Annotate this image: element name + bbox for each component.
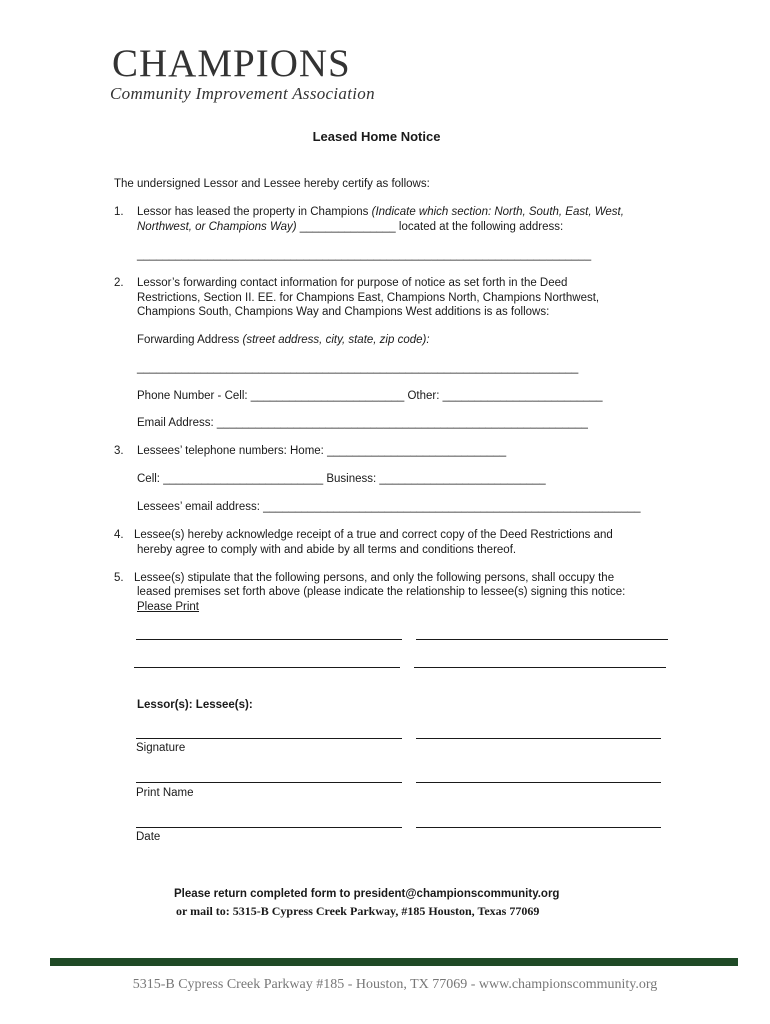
logo-tagline: Community Improvement Association [110,84,375,103]
phone-row [137,389,603,404]
item2-line3: Champions South, Champions Way and Champions West additions is as follows: [137,306,550,318]
lessee-date-line[interactable] [416,827,661,828]
footer-bar [50,958,738,966]
lessee-business-blank[interactable]: __________________________ [379,473,546,485]
intro-text: The undersigned Lessor and Lessee hereby certify as follows: [114,178,430,190]
item5-line1: Lessee(s) stipulate that the following persons, and only the following persons, shall occupy the [134,572,615,584]
footer-address: 5315-B Cypress Creek Parkway #185 - Houston, TX 77069 - www.championscommunity.org [132,977,658,992]
forwarding-hint: (street address, city, state, zip code): [242,334,430,346]
item4-line1: Lessee(s) hereby acknowledge receipt of a true and correct copy of the Deed Restrictions and [134,529,613,541]
item5-line2: leased premises set forth above (please indicate the relationship to lessee(s) signing this notice: [137,586,626,598]
item4-line2: hereby agree to comply with and abide by all terms and conditions thereof. [137,544,517,556]
item1-line2-rest: located at the following address: [398,221,564,233]
item1-section-blank[interactable]: _______________ [299,221,396,233]
signature-heading: Lessor(s): Lessee(s): [137,699,253,711]
lessee-cell-blank[interactable]: _________________________ [163,473,324,485]
item1-text: Lessor has leased the property in Champions [137,206,369,218]
item5-number: 5. [114,572,124,584]
item2-line1: Lessor’s forwarding contact information for purpose of notice as set forth in the Deed [137,277,568,289]
lessee-print-name-line[interactable] [416,782,661,783]
logo-wordmark: CHAMPIONS [112,42,351,85]
lessee-home-row [137,444,506,459]
print-name-label: Print Name [136,787,194,799]
lessee-cell-row [137,472,546,487]
lessor-date-line[interactable] [136,827,402,828]
item4-number: 4. [114,529,124,541]
date-label: Date [136,831,161,843]
return-instructions-email: Please return completed form to president@championscommunity.org [174,888,560,900]
lessee-home-label: Lessees’ telephone numbers: Home: [137,445,324,457]
item2-number: 2. [114,277,124,289]
lessee-email-label: Lessees’ email address: [137,501,260,513]
lessee-home-blank[interactable]: ____________________________ [327,445,507,457]
occupant-line[interactable] [136,639,402,640]
lessee-business-label: Business: [326,473,377,485]
signature-label: Signature [136,742,186,754]
lessee-cell-label: Cell: [137,473,161,485]
item1-hint: (Indicate which section: North, South, East, West, [371,206,624,218]
forwarding-label-text: Forwarding Address [137,334,240,346]
page-title: Leased Home Notice [312,129,441,144]
lessor-email-blank[interactable]: __________________________________________________________ [216,417,588,429]
occupant-line[interactable] [416,639,668,640]
item1-line1 [137,205,624,220]
item1-hint-cont: Northwest, or Champions Way) [137,221,297,233]
lessor-signature-line[interactable] [136,738,402,739]
item3-number: 3. [114,445,124,457]
occupant-line[interactable] [414,667,666,668]
lessor-email-row [137,416,588,431]
lessee-email-blank[interactable]: ___________________________________________________________ [263,501,641,513]
please-print-label: Please Print [137,601,200,613]
occupant-line[interactable] [134,667,400,668]
lessor-print-name-line[interactable] [136,782,402,783]
item1-line2 [137,220,563,235]
item1-number: 1. [114,206,124,218]
item2-line2: Restrictions, Section II. EE. for Champions East, Champions North, Champions Northwest, [137,292,600,304]
forwarding-address-blank[interactable]: _____________________________________________________________________ [137,362,579,374]
lessee-email-row [137,500,641,515]
lessor-email-label: Email Address: [137,417,214,429]
phone-cell-blank[interactable]: ________________________ [250,390,405,402]
lessee-signature-line[interactable] [416,738,661,739]
phone-cell-label: Phone Number - Cell: [137,390,248,402]
forwarding-address-label [137,333,430,348]
return-instructions-mail: or mail to: 5315-B Cypress Creek Parkway, #185 Houston, Texas 77069 [176,904,540,918]
phone-other-blank[interactable]: _________________________ [442,390,603,402]
phone-other-label: Other: [407,390,440,402]
item1-address-blank[interactable]: _______________________________________________________________________ [137,249,592,261]
